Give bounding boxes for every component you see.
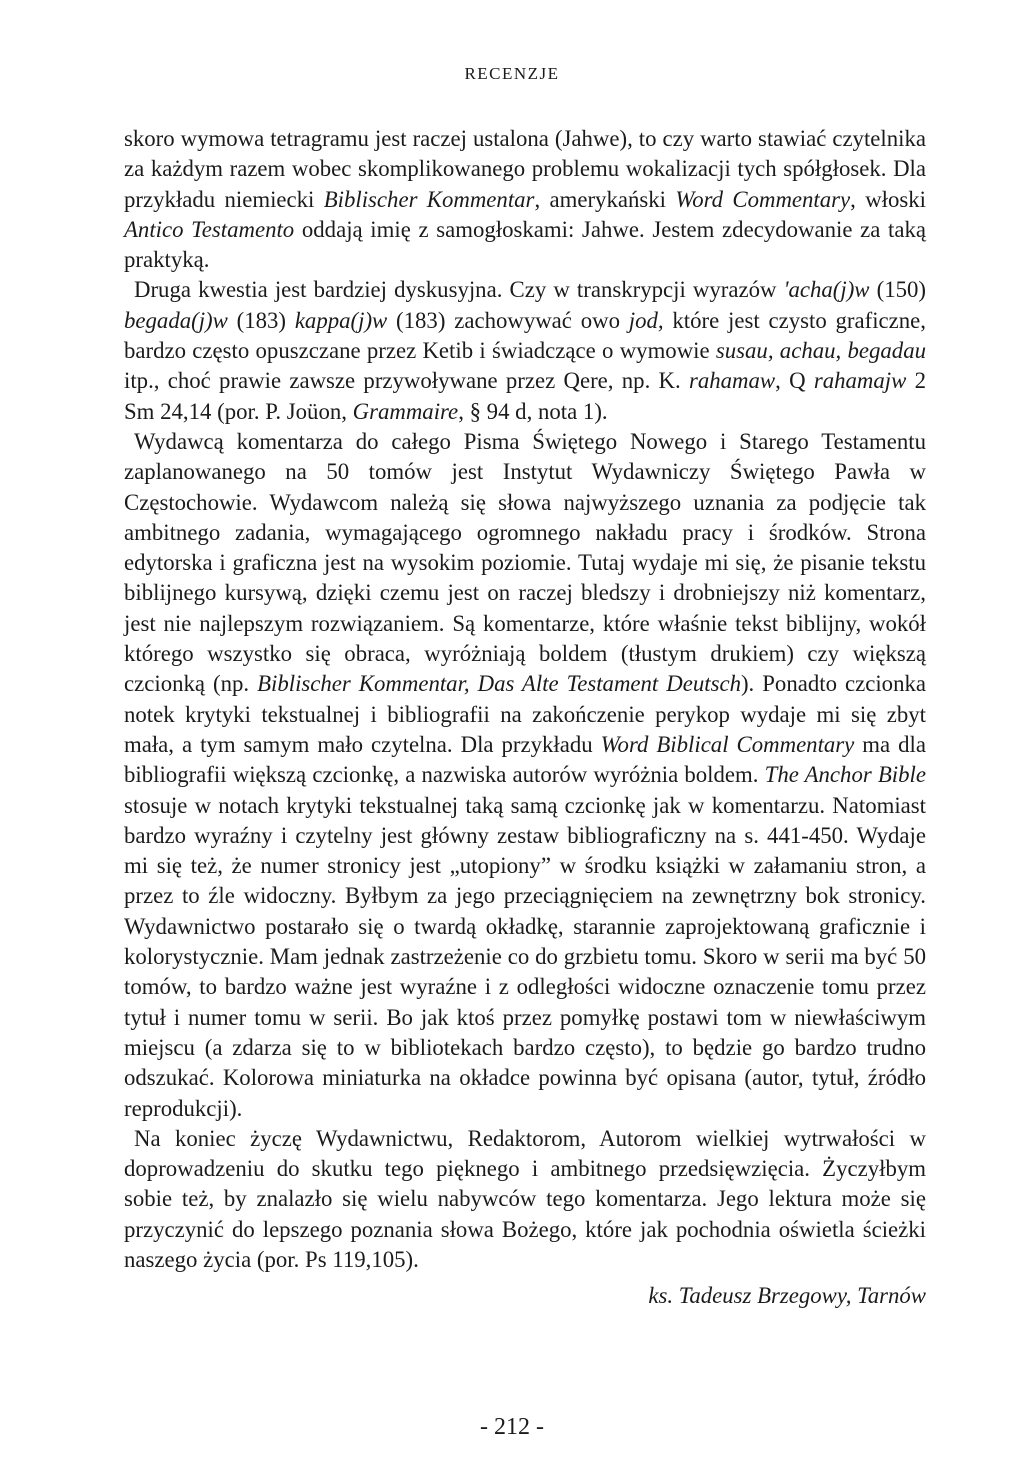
page-number: - 212 - [480,1414,544,1440]
text-run: ). Ponadto czcionka notek krytyki tekstualnej i bibliografii na zakończenie perykop wydaje mi się zbyt mała, a tym samym mało czytelna. Dla przykładu [124,671,926,757]
paragraph-transcription [124,275,926,426]
text-run: skoro wymowa tetragramu jest raczej ustalona (Jahwe), to czy warto stawiać czytelnika za każdym razem wobec skomplikowanego problemu wokalizacji tych spółgłosek. Dla przykładu niemiecki [124,126,926,212]
italic-text-run: Word Biblical Commentary [600,731,855,757]
italic-text-run: jod, [628,307,664,333]
text-run: ma dla bibliografii większą czcionkę, a nazwiska autorów wyróżnia boldem. [124,731,926,788]
text-run: (183) zachowywać owo [387,307,629,333]
text-run: , § 94 d, nota 1). [458,398,608,424]
italic-text-run: Biblischer Kommentar [323,186,535,212]
review-body [124,124,926,1312]
text-run: Na koniec życzę Wydawnictwu, Redaktorom, Autorom wielkiej wytrwałości w doprowadzeniu do skutku tego pięknego i ambitnego przedsięwzięcia. Życzyłbym sobie też, by znalazło się wielu nabywców tego komentarza. Jego lektura może się przyczynić do lepszego poznania słowa Bożego, które jak pochodnia oświetla ścieżki naszego życia (por. Ps 119,105). [124,1125,926,1272]
paragraph-tetragram [124,124,926,275]
text-run: oddają imię z samogłoskami: Jahwe. Jestem zdecydowanie za taką praktyką. [124,216,926,273]
text-run: Druga kwestia jest bardziej dyskusyjna. Czy w transkrypcji wyrazów [134,277,784,303]
text-run: (183) [227,307,295,333]
italic-text-run: begada(j)w [124,307,228,333]
text-run: Wydawcą komentarza do całego Pisma Świętego Nowego i Starego Testamentu zaplanowanego na 50 tomów jest Instytut Wydawniczy Świętego Pawła w Częstochowie. Wydawcom należą się słowa najwyższego uznania za podjęcie tak ambitnego zadania, wymagającego ogromnego nakładu pracy i środków. Strona edytorska i graficzna jest na wysokim poziomie. Tutaj wydaje mi się, że pisanie tekstu biblijnego kursywą, dzięki czemu jest on raczej bledszy i drobniejszy niż komentarz, jest nie najlepszym rozwiązaniem. Są komentarze, które właśnie tekst biblijny, wokół którego wszystko się obraca, wyróżniają boldem (tłustym drukiem) czy większą czcionką (np. [124,428,926,697]
italic-text-run: rahamaw [688,368,776,394]
text-run: 2 Sm 24,14 (por. P. Joüon, [124,368,926,424]
paragraph-publisher [124,427,926,1124]
reviewer-signature: ks. Tadeusz Brzegowy, Tarnów [648,1283,926,1309]
text-run: , Q [775,368,814,394]
italic-text-run: Biblischer Kommentar, Das Alte Testament Deutsch [257,671,741,697]
text-run: itp., choć prawie zawsze przywoływane przez Qere, np. K. [124,368,689,394]
running-head: RECENZJE [464,64,560,83]
paragraph-closing [124,1124,926,1275]
italic-text-run: Grammaire [352,398,459,424]
text-run: , amerykański [534,186,676,212]
italic-text-run: kappa(j)w [294,307,388,333]
italic-text-run: Antico Testamento [124,216,295,242]
text-run: (150) [869,277,926,303]
italic-text-run: 'acha(j)w [783,277,870,303]
italic-text-run: susau, achau, begadau [715,338,926,364]
text-run: stosuje w notach krytyki tekstualnej taką samą czcionkę jak w komentarzu. Natomiast bardzo wyraźny i czytelny jest główny zestaw bibliograficzny na s. 441-450. Wydaje mi się też, że numer stronicy jest „utopiony” w środku książki w załamaniu stron, a przez to źle widoczny. Byłbym za jego przeciągnięciem na zewnętrzny bok stronicy. Wydawnictwo postarało się o twardą okładkę, starannie zaprojektowaną graficznie i kolorystycznie. Mam jednak zastrzeżenie co do grzbietu tomu. Skoro w serii ma być 50 tomów, to bardzo ważne jest wyraźne i z odległości widoczne oznaczenie tomu przez tytuł i numer tomu w serii. Bo jak ktoś przez pomyłkę postawi tom w niewłaściwym miejscu (a zdarza się to w bibliotekach bardzo często), to będzie go bardzo trudno odszukać. Kolorowa miniaturka na okładce powinna być opisana (autor, tytuł, źródło reprodukcji). [124,792,926,1121]
italic-text-run: The Anchor Bible [764,762,926,788]
text-run: , włoski [850,186,926,212]
text-run: które jest czysto graficzne, bardzo często opuszczane przez Ketib i świadczące o wymowie [124,307,926,364]
italic-text-run: rahamajw [813,368,907,394]
italic-text-run: Word Commentary [675,186,851,212]
